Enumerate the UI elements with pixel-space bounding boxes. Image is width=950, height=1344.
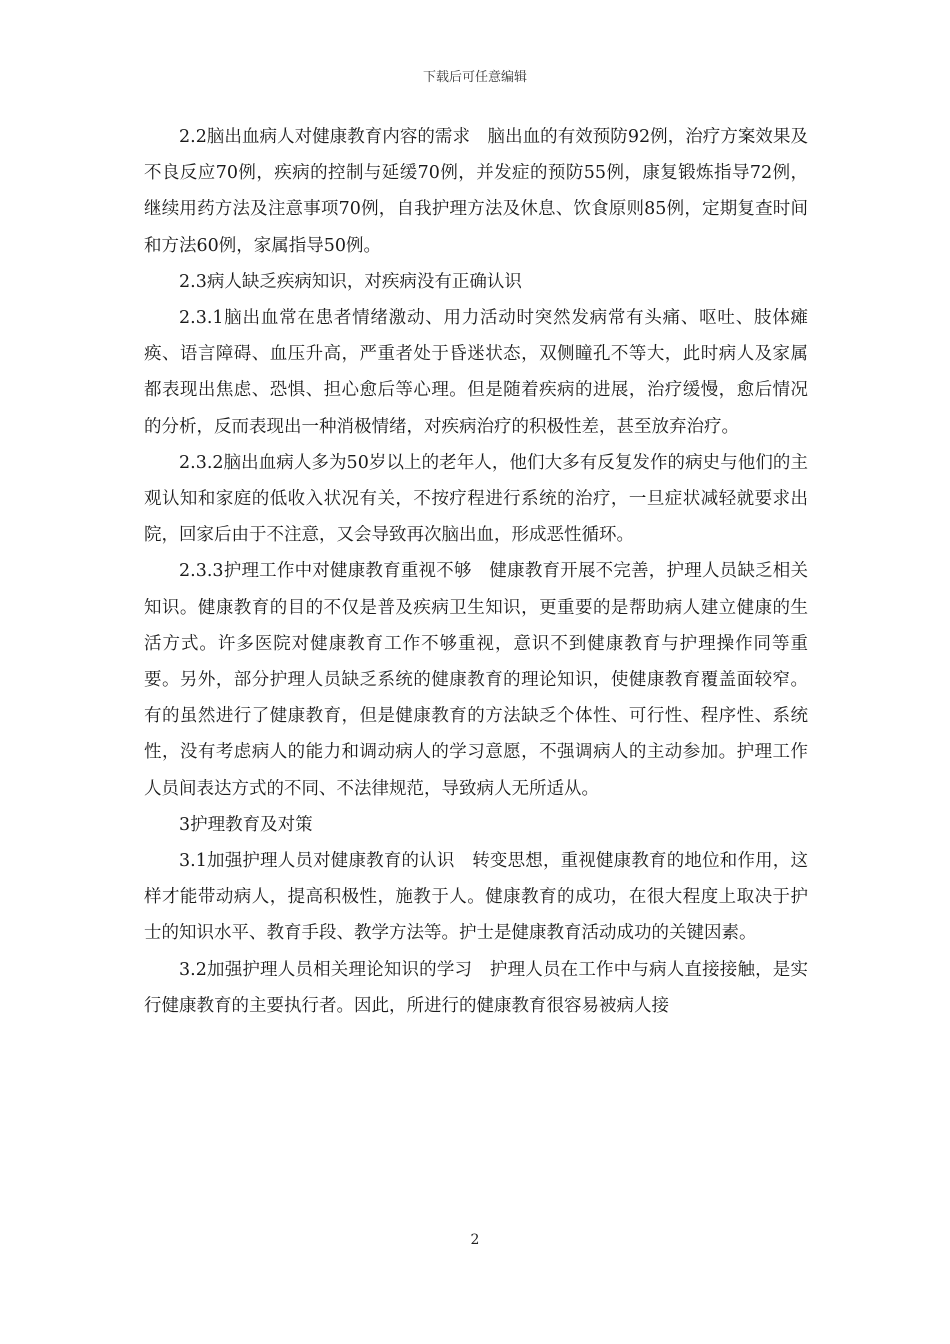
paragraph-3-1: 3.1加强护理人员对健康教育的认识 转变思想，重视健康教育的地位和作用，这样才能带动病人，提高积极性，施教于人。健康教育的成功，在很大程度上取决于护士的知识水平、教育手段、教学方法等。护士是健康教育活动成功的关键因素。 [144,851,808,944]
paragraph-2-3-2: 2.3.2脑出血病人多为50岁以上的老年人，他们大多有反复发作的病史与他们的主观认知和家庭的低收入状况有关，不按疗程进行系统的治疗，一旦症状减轻就要求出院，回家后由于不注意，又会导致再次脑出血，形成恶性循环。 [144,452,808,546]
page-number: 2 [470,1232,480,1248]
paragraph-2-2: 2.2脑出血病人对健康教育内容的需求 脑出血的有效预防92例，治疗方案效果及不良反应70例，疾病的控制与延缓70例，并发症的预防55例，康复锻炼指导72例，继续用药方法及注意事项70例，自我护理方法及休息、饮食原则85例，定期复查时间和方法60例，家属指导50例。 [144,127,808,256]
paragraph-2-3-3: 2.3.3护理工作中对健康教育重视不够 健康教育开展不完善，护理人员缺乏相关知识。健康教育的目的不仅是普及疾病卫生知识，更重要的是帮助病人建立健康的生活方式。许多医院对健康教育工作不够重视，意识不到健康教育与护理操作同等重要。另外，部分护理人员缺乏系统的健康教育的理论知识，使健康教育覆盖面较窄。有的虽然进行了健康教育，但是健康教育的方法缺乏个体性、可行性、程序性、系统性，没有考虑病人的能力和调动病人的学习意愿，不强调病人的主动参加。护理工作人员间表达方式的不同、不法律规范，导致病人无所适从。 [144,561,808,799]
heading-2-3: 2.3病人缺乏疾病知识，对疾病没有正确认识 [179,271,522,292]
document-body [144,119,808,1024]
paragraph-3-2: 3.2加强护理人员相关理论知识的学习 护理人员在工作中与病人直接接触，是实行健康教育的主要执行者。因此，所进行的健康教育很容易被病人接 [144,959,808,1016]
page-header: 下载后可任意编辑 [422,70,527,85]
heading-3: 3护理教育及对策 [179,814,313,835]
paragraph-2-3-1: 2.3.1脑出血常在患者情绪激动、用力活动时突然发病常有头痛、呕吐、肢体瘫痪、语言障碍、血压升高，严重者处于昏迷状态，双侧瞳孔不等大，此时病人及家属都表现出焦虑、恐惧、担心愈后等心理。但是随着疾病的进展，治疗缓慢，愈后情况的分析，反而表现出一种消极情绪，对疾病治疗的积极性差，甚至放弃治疗。 [144,308,808,437]
